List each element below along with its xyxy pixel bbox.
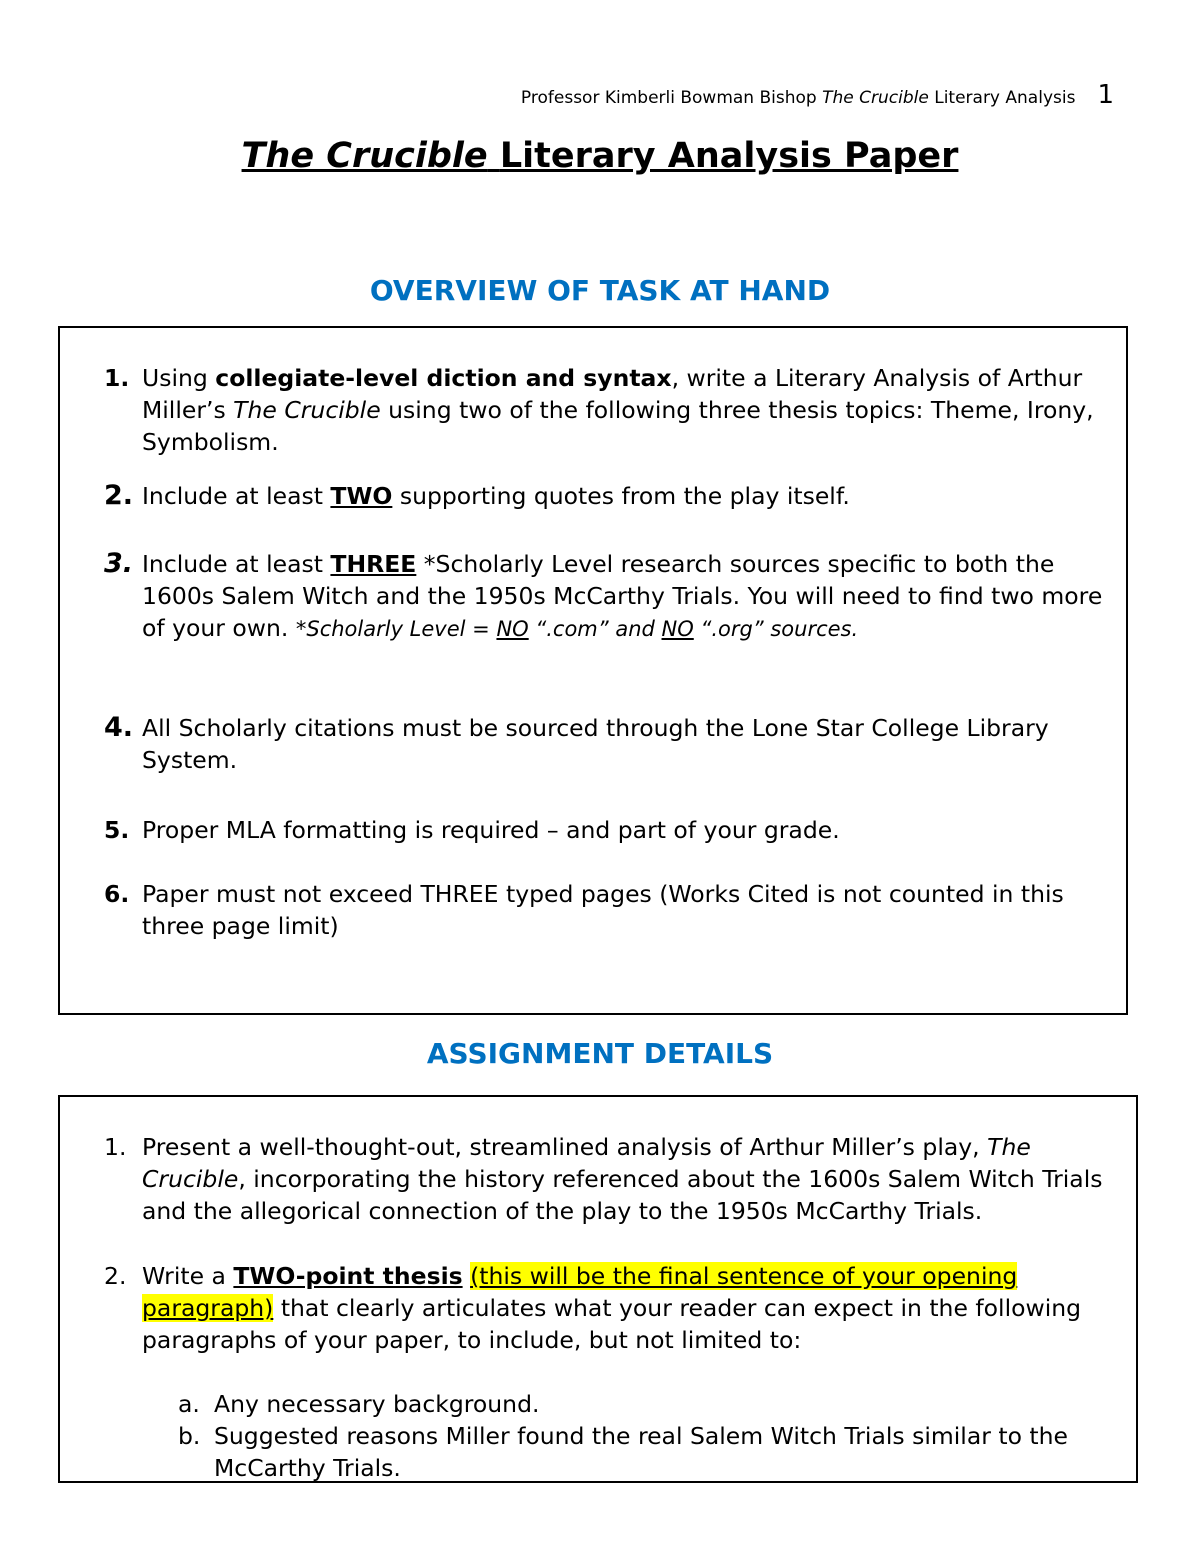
details-heading: ASSIGNMENT DETAILS	[426, 1037, 774, 1070]
details-box	[58, 1095, 1138, 1483]
overview-box	[58, 326, 1128, 1015]
overview-heading: OVERVIEW OF TASK AT HAND	[369, 274, 831, 307]
item-number: 2.	[104, 1262, 127, 1290]
item-text: Include at least THREE *Scholarly Level research sources specific to both the 1600s Salem Witch and the 1950s McCarthy Trials. You will need to find two more of your own. *Scholarly Level = NO “.com” and NO “.org” sources.	[142, 550, 1103, 642]
subitem-letter: b.	[178, 1422, 201, 1450]
item-text: Include at least TWO supporting quotes from the play itself.	[142, 482, 850, 510]
subitem-letter: a.	[178, 1390, 200, 1418]
item-number: 6.	[104, 880, 130, 908]
header-author: Professor Kimberli Bowman Bishop	[520, 88, 817, 108]
item-text: All Scholarly citations must be sourced through the Lone Star College Library System.	[142, 714, 1049, 774]
item-text: Proper MLA formatting is required – and part of your grade.	[142, 816, 840, 844]
item-text: Using collegiate-level diction and syntax, write a Literary Analysis of Arthur Miller’s The Crucible using two of the following three thesis topics: Theme, Irony, Symbolism.	[142, 364, 1094, 456]
title-italic: The Crucible	[241, 136, 488, 176]
header-work-title: The Crucible	[822, 88, 929, 108]
page-number: 1	[1097, 80, 1114, 110]
subitem-text: Suggested reasons Miller found the real Salem Witch Trials similar to the McCarthy Trials.	[214, 1422, 1068, 1482]
item-number: 1.	[104, 364, 130, 392]
item-text: Paper must not exceed THREE typed pages (Works Cited is not counted in this three page limit)	[142, 880, 1064, 940]
item-number: 5.	[104, 816, 130, 844]
title-rest: Literary Analysis Paper	[499, 136, 959, 176]
header-suffix: Literary Analysis	[934, 88, 1076, 108]
highlighted-note: (this will be the final sentence of your opening paragraph)	[142, 1262, 1018, 1322]
item-number: 3.	[104, 548, 134, 579]
page-title	[0, 136, 1200, 176]
running-header	[521, 80, 1114, 110]
subitem-text: Any necessary background.	[214, 1390, 540, 1418]
item-number: 1.	[104, 1133, 127, 1161]
item-number: 2.	[104, 480, 134, 511]
item-number: 4.	[104, 712, 134, 743]
item-text: Present a well-thought-out, streamlined analysis of Arthur Miller’s play, The Crucible, incorporating the history referenced about the 1600s Salem Witch Trials and the allegorical connection of the play to the 1950s McCarthy Trials.	[142, 1133, 1103, 1225]
item-text: Write a TWO-point thesis (this will be the final sentence of your opening paragraph) that clearly articulates what your reader can expect in the following paragraphs of your paper, to include, but not limited to:	[142, 1262, 1082, 1354]
